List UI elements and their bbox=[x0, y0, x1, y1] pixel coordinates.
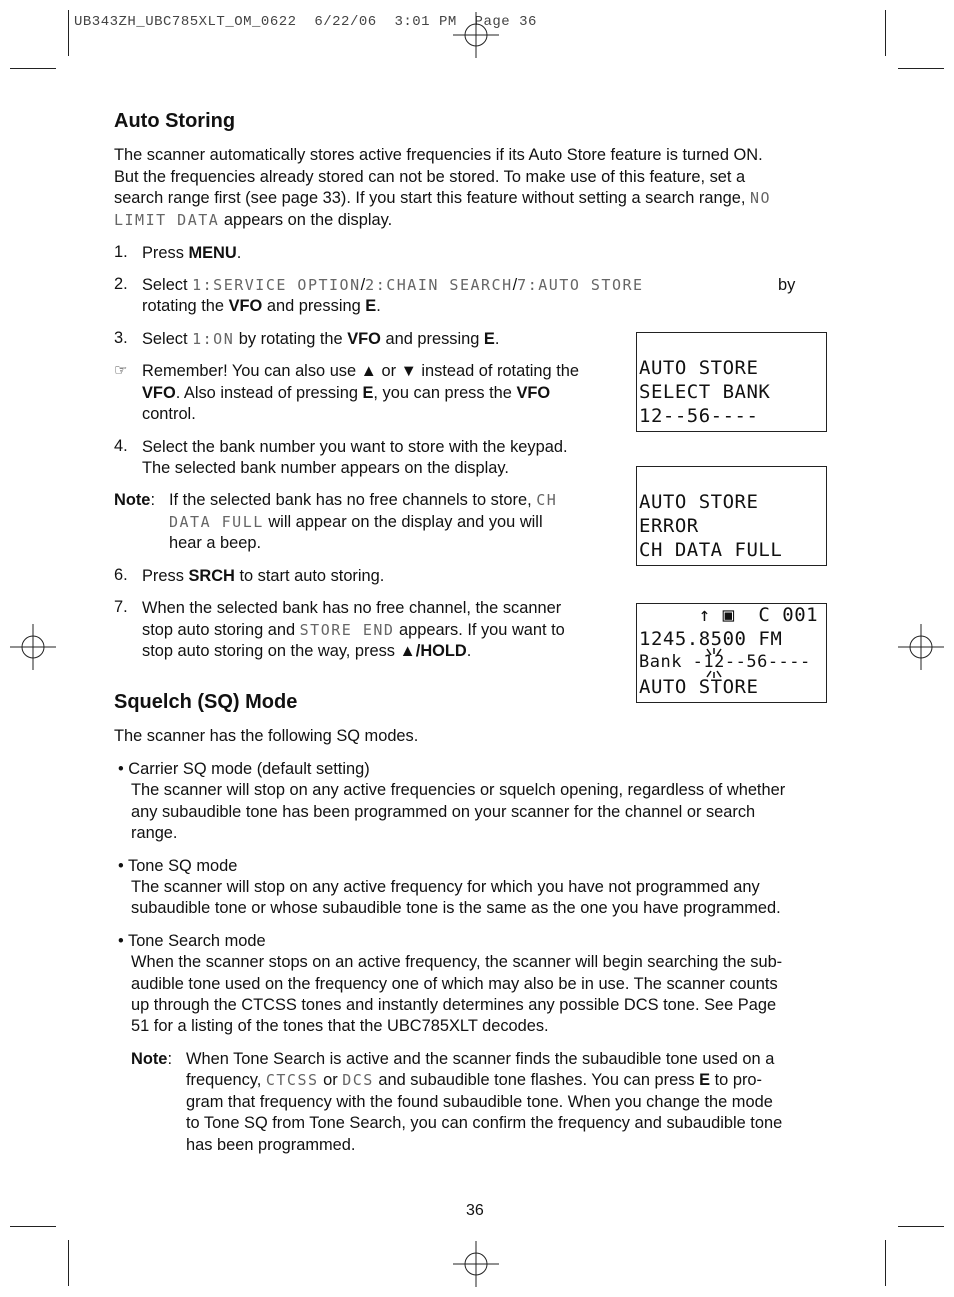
crop-mark bbox=[898, 1226, 944, 1227]
lcd-line: CH DATA FULL bbox=[639, 539, 783, 561]
bullet-heading: • Tone SQ mode bbox=[118, 857, 238, 875]
step-number: 2. bbox=[114, 275, 128, 293]
registration-mark-icon bbox=[10, 624, 56, 670]
crop-mark bbox=[68, 1240, 69, 1286]
lcd-text: 2:CHAIN SEARCH bbox=[365, 276, 513, 294]
section-title-auto-storing: Auto Storing bbox=[114, 110, 236, 132]
step-text: Select 1:ON by rotating the VFO and pressing E. bbox=[142, 330, 500, 348]
intro-line bbox=[114, 188, 771, 210]
key-label: MENU bbox=[188, 244, 237, 262]
section-title-squelch: Squelch (SQ) Mode bbox=[114, 691, 298, 713]
page-number: 36 bbox=[466, 1202, 484, 1219]
lcd-text: 1:SERVICE OPTION bbox=[192, 276, 361, 294]
crop-mark bbox=[898, 68, 944, 69]
intro-text: search range first (see page 33). If you start this feature without setting a search range, bbox=[114, 189, 746, 207]
remember-text: Remember! You can also use ▲ or ▼ instead of rotating the bbox=[142, 362, 579, 380]
lcd-line: ERROR bbox=[639, 515, 699, 537]
intro-line bbox=[114, 210, 392, 232]
crop-mark bbox=[68, 10, 69, 56]
crop-mark bbox=[10, 1226, 56, 1227]
crop-mark bbox=[10, 68, 56, 69]
registration-mark-icon bbox=[453, 1241, 499, 1287]
lcd-line: AUTO STORE bbox=[639, 676, 759, 698]
crop-mark bbox=[885, 10, 886, 56]
step-text: Select 1:SERVICE OPTION/2:CHAIN SEARCH/7:AUTO STORE bbox=[142, 276, 644, 294]
bullet-text: audible tone used on the frequency one of which may also be in use. The scanner counts bbox=[131, 975, 778, 993]
step-text: The selected bank number appears on the display. bbox=[142, 459, 509, 477]
note-label: Note: bbox=[131, 1050, 172, 1068]
remember-text: VFO. Also instead of pressing E, you can press the VFO bbox=[142, 384, 551, 402]
bullet-heading: • Carrier SQ mode (default setting) bbox=[118, 760, 370, 778]
bullet-text: up through the CTCSS tones and instantly determines any possible DCS tone. See Page bbox=[131, 996, 777, 1014]
lcd-text: CTCSS bbox=[265, 1071, 319, 1089]
bullet-text: The scanner will stop on any active frequencies or squelch opening, regardless of whether bbox=[131, 781, 786, 799]
lcd-text: 1:ON bbox=[192, 330, 235, 348]
bullet-text: When the scanner stops on an active frequency, the scanner will begin searching the sub- bbox=[131, 953, 783, 971]
squelch-intro: The scanner has the following SQ modes. bbox=[114, 727, 419, 745]
lcd-display-auto-store bbox=[636, 603, 827, 703]
lcd-line: SELECT BANK bbox=[639, 381, 771, 403]
note-text: DATA FULL will appear on the display and you will bbox=[169, 513, 543, 531]
step-text: stop auto storing on the way, press ▲/HOLD. bbox=[142, 642, 472, 660]
step-text: by bbox=[778, 276, 796, 294]
bullet-text: The scanner will stop on any active frequency for which you have not programmed any bbox=[131, 878, 760, 896]
step-text: Press MENU. bbox=[142, 244, 242, 262]
step-text: stop auto storing and STORE END appears. If you want to bbox=[142, 621, 565, 639]
note-text: to Tone SQ from Tone Search, you can confirm the frequency and subaudible tone bbox=[186, 1114, 783, 1132]
lcd-line: 1245.8500 FM bbox=[639, 628, 783, 650]
note-text: When Tone Search is active and the scanner finds the subaudible tone used on a bbox=[186, 1050, 775, 1068]
step-number: 4. bbox=[114, 437, 128, 455]
lcd-text: STORE END bbox=[299, 621, 395, 639]
intro-text: appears on the display. bbox=[223, 211, 393, 229]
crop-mark bbox=[885, 1240, 886, 1286]
remember-text: control. bbox=[142, 405, 196, 423]
lcd-line: AUTO STORE bbox=[639, 491, 759, 513]
step-number: 3. bbox=[114, 329, 128, 347]
intro-line: The scanner automatically stores active frequencies if its Auto Store feature is turned ON. bbox=[114, 146, 763, 164]
registration-mark-icon bbox=[898, 624, 944, 670]
lcd-display-select-bank bbox=[636, 332, 827, 432]
note-text: hear a beep. bbox=[169, 534, 262, 552]
lcd-text: CH bbox=[536, 491, 558, 509]
note-text: If the selected bank has no free channels to store, CH bbox=[169, 491, 558, 509]
print-header: UB343ZH_UBC785XLT_OM_0622 6/22/06 3:01 PM Page 36 bbox=[74, 14, 537, 30]
step-number: 1. bbox=[114, 243, 128, 261]
step-text: Press SRCH to start auto storing. bbox=[142, 567, 385, 585]
step-text: rotating the VFO and pressing E. bbox=[142, 297, 381, 315]
bullet-text: subaudible tone or whose subaudible tone is the same as the one you have programmed. bbox=[131, 899, 781, 917]
bullet-heading: • Tone Search mode bbox=[118, 932, 266, 950]
note-text: frequency, CTCSS or DCS and subaudible tone flashes. You can press E to pro- bbox=[186, 1071, 763, 1089]
blink-indicator-icon bbox=[703, 648, 725, 678]
lcd-text: DATA FULL bbox=[169, 513, 264, 531]
lcd-line: Bank -12--56---- bbox=[639, 652, 811, 672]
pointing-hand-icon: ☞ bbox=[114, 362, 128, 379]
lcd-display-error bbox=[636, 466, 827, 566]
bullet-text: any subaudible tone has been programmed on your scanner for the channel or search bbox=[131, 803, 756, 821]
step-number: 6. bbox=[114, 566, 128, 584]
lcd-text: 7:AUTO STORE bbox=[517, 276, 644, 294]
intro-line: But the frequencies already stored can not be stored. To make use of this feature, set a bbox=[114, 168, 746, 186]
registration-mark-icon bbox=[453, 12, 499, 58]
note-label: Note: bbox=[114, 491, 155, 509]
lcd-text: NO bbox=[749, 189, 772, 207]
lcd-line: AUTO STORE bbox=[639, 357, 759, 379]
lcd-line: ↑ ▣ C 001 bbox=[639, 604, 819, 626]
step-text: When the selected bank has no free channel, the scanner bbox=[142, 599, 562, 617]
bullet-text: range. bbox=[131, 824, 178, 842]
bullet-text: 51 for a listing of the tones that the UBC785XLT decodes. bbox=[131, 1017, 549, 1035]
note-text: gram that frequency with the found subaudible tone. When you change the mode bbox=[186, 1093, 773, 1111]
lcd-text: DCS bbox=[342, 1071, 374, 1089]
lcd-text: LIMIT DATA bbox=[114, 211, 220, 229]
lcd-line: 12--56---- bbox=[639, 405, 759, 427]
note-text: has been programmed. bbox=[186, 1136, 356, 1154]
step-number: 7. bbox=[114, 598, 128, 616]
step-text: Select the bank number you want to store with the keypad. bbox=[142, 438, 568, 456]
